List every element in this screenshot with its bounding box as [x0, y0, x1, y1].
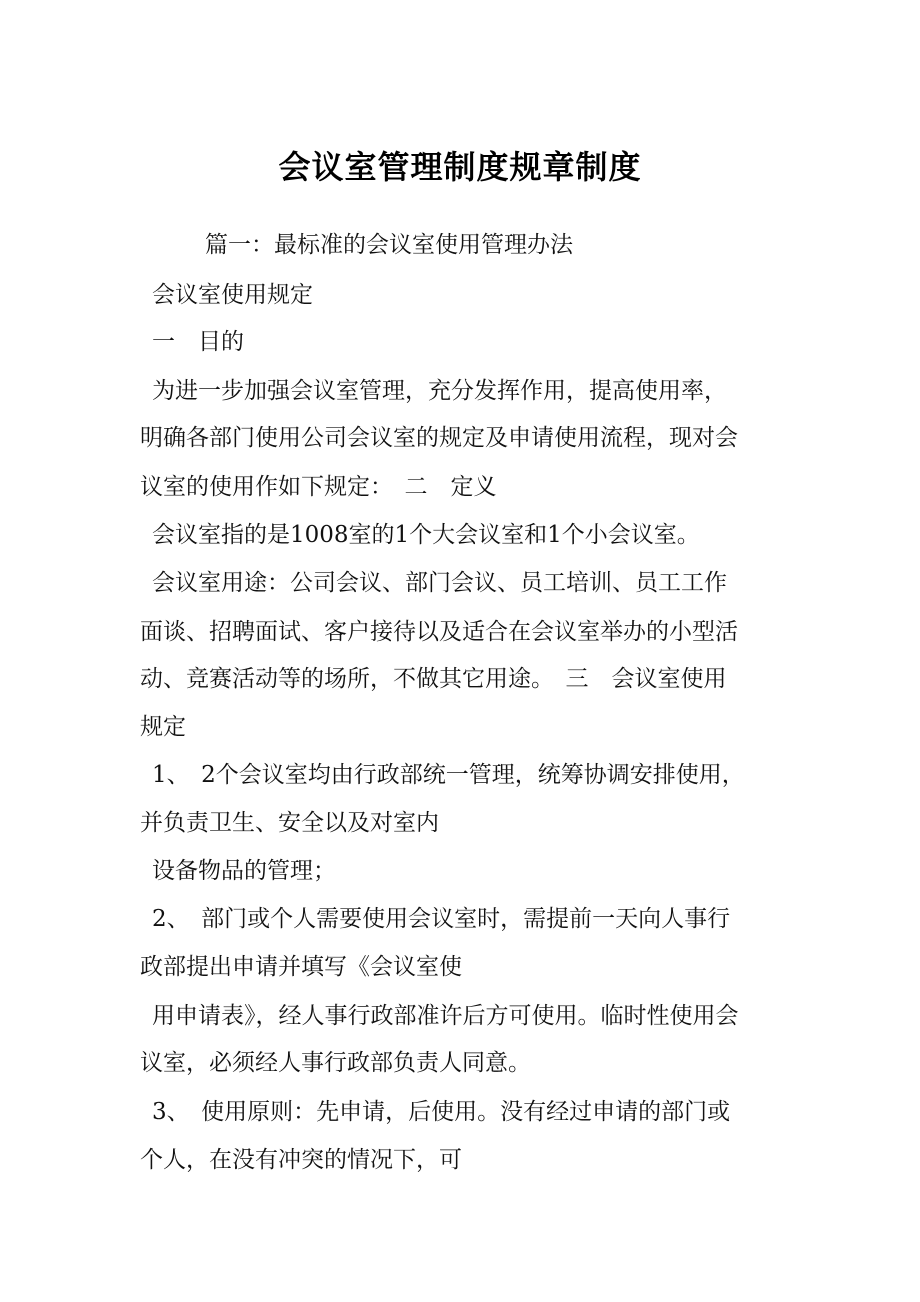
- body-line: 会议室用途：公司会议、部门会议、员工培训、员工工作: [152, 570, 727, 596]
- body-line: 个人，在没有冲突的情况下，可: [140, 1147, 462, 1173]
- body-line: 规定: [140, 714, 186, 740]
- subsection-heading: 会议室使用规定: [152, 282, 313, 308]
- body-line: 并负责卫生、安全以及对室内: [140, 810, 439, 836]
- body-line: 会议室指的是1008室的1个大会议室和1个小会议室。: [152, 522, 700, 548]
- body-line: 3、 使用原则：先申请，后使用。没有经过申请的部门或: [152, 1099, 731, 1125]
- body-line: 1、 2个会议室均由行政部统一管理，统筹协调安排使用，: [152, 762, 745, 788]
- body-line: 议室，必须经人事行政部负责人同意。: [140, 1050, 531, 1076]
- document-title: 会议室管理制度规章制度: [278, 148, 642, 186]
- body-line: 用申请表》，经人事行政部准许后方可使用。临时性使用会: [152, 1003, 739, 1029]
- section-heading: 篇一：最标准的会议室使用管理办法: [205, 232, 573, 258]
- clause-heading: 一 目的: [152, 329, 244, 355]
- body-line: 明确各部门使用公司会议室的规定及申请使用流程，现对会: [140, 425, 738, 451]
- body-line: 设备物品的管理；: [152, 858, 336, 884]
- body-line: 面谈、招聘面试、客户接待以及适合在会议室举办的小型活: [140, 619, 738, 645]
- body-line: 2、 部门或个人需要使用会议室时，需提前一天向人事行: [152, 906, 731, 932]
- body-line: 议室的使用作如下规定： 二 定义: [140, 474, 497, 500]
- body-line: 政部提出申请并填写《会议室使: [140, 954, 462, 980]
- body-line: 动、竞赛活动等的场所，不做其它用途。 三 会议室使用: [140, 666, 727, 692]
- body-line: 为进一步加强会议室管理，充分发挥作用，提高使用率，: [152, 378, 727, 404]
